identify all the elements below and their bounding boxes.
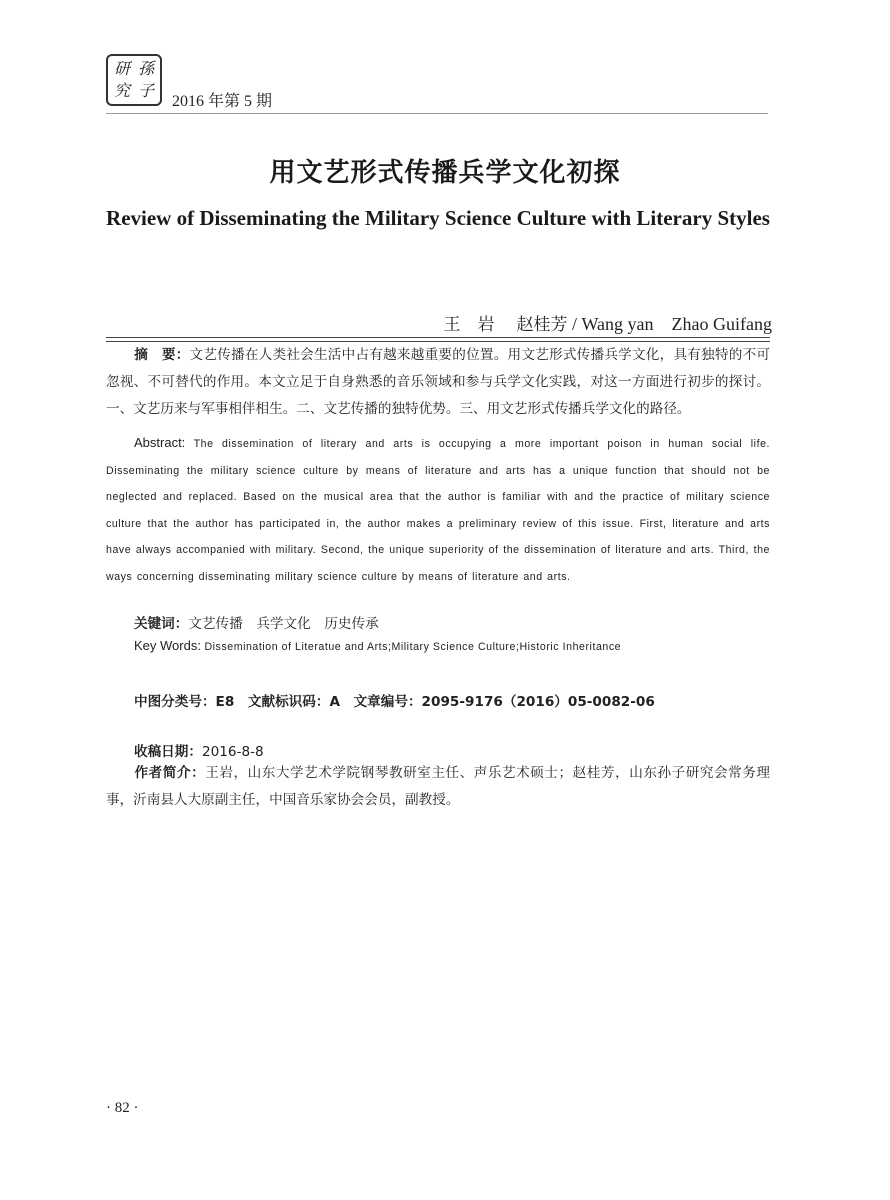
author-line <box>444 310 773 336</box>
logo-char: 孫 <box>137 59 154 78</box>
author-bio-text: 王岩，山东大学艺术学院钢琴教研室主任、声乐艺术硕士；赵桂芳，山东孙子研究会常务理事，沂南县人大原副主任，中国音乐家协会会员，副教授。 <box>106 765 771 808</box>
keywords-chinese-label: 关键词： <box>134 616 189 632</box>
received-date-value: 2016-8-8 <box>201 744 264 760</box>
title-english: Review of Disseminating the Military Science Culture with Literary Styles <box>106 206 770 230</box>
author-name-2: 赵桂芳 <box>516 315 568 335</box>
author-bio-label: 作者简介： <box>134 765 206 781</box>
keywords-chinese-text: 文艺传播 兵学文化 历史传承 <box>188 616 379 632</box>
author-names-english: / Wang yan Zhao Guifang <box>572 314 772 334</box>
title-chinese: 用文艺形式传播兵学文化初探 <box>269 158 621 188</box>
abstract-english-text: The dissemination of literary and arts is occupying a more important poison in human social life. Disseminating the military science culture by means of literature and arts has a unique function that should not be neglected and replaced. Based on the musical area that the author is familiar with and the practice of military science culture that the author has participated in, the author makes a preliminary review of this issue. First, literature and arts have always accompanied with military. Second, the unique superiority of the dissemination of literature and arts. Third, the ways concerning disseminating military science culture by means of literature and arts. <box>106 438 770 583</box>
logo-char: 究 <box>113 81 130 100</box>
abstract-chinese-text: 文艺传播在人类社会生活中占有越来越重要的位置。用文艺形式传播兵学文化，具有独特的不可忽视、不可替代的作用。本文立足于自身熟悉的音乐领域和参与兵学文化实践，对这一方面进行初步的探讨。一、文艺历来与军事相伴相生。二、文艺传播的独特优势。三、用文艺形式传播兵学文化的路径。 <box>106 347 771 417</box>
received-date <box>134 740 264 760</box>
abstract-english <box>106 430 770 590</box>
header-divider <box>106 113 768 114</box>
logo-char: 研 <box>113 59 130 78</box>
keywords-english <box>134 638 621 653</box>
author-name-1: 王 岩 <box>443 315 495 335</box>
keywords-english-text: Dissemination of Literatue and Arts;Military Science Culture;Historic Inheritance <box>204 641 622 653</box>
received-date-label: 收稿日期： <box>134 744 202 760</box>
keywords-chinese <box>134 612 379 632</box>
abstract-chinese <box>106 342 770 423</box>
keywords-english-label: Key Words: <box>134 638 201 653</box>
logo-char: 子 <box>137 81 154 100</box>
page-number: · 82 · <box>106 1100 139 1116</box>
abstract-chinese-label: 摘 要： <box>134 347 190 363</box>
journal-logo <box>106 54 162 106</box>
abstract-english-label: Abstract: <box>134 435 186 450</box>
classification-line: 中图分类号：E8 文献标识码：A 文章编号：2095-9176（2016）05-0082-06 <box>134 694 655 710</box>
author-bio <box>106 760 770 814</box>
issue-label: 2016 年第 5 期 <box>172 93 273 110</box>
